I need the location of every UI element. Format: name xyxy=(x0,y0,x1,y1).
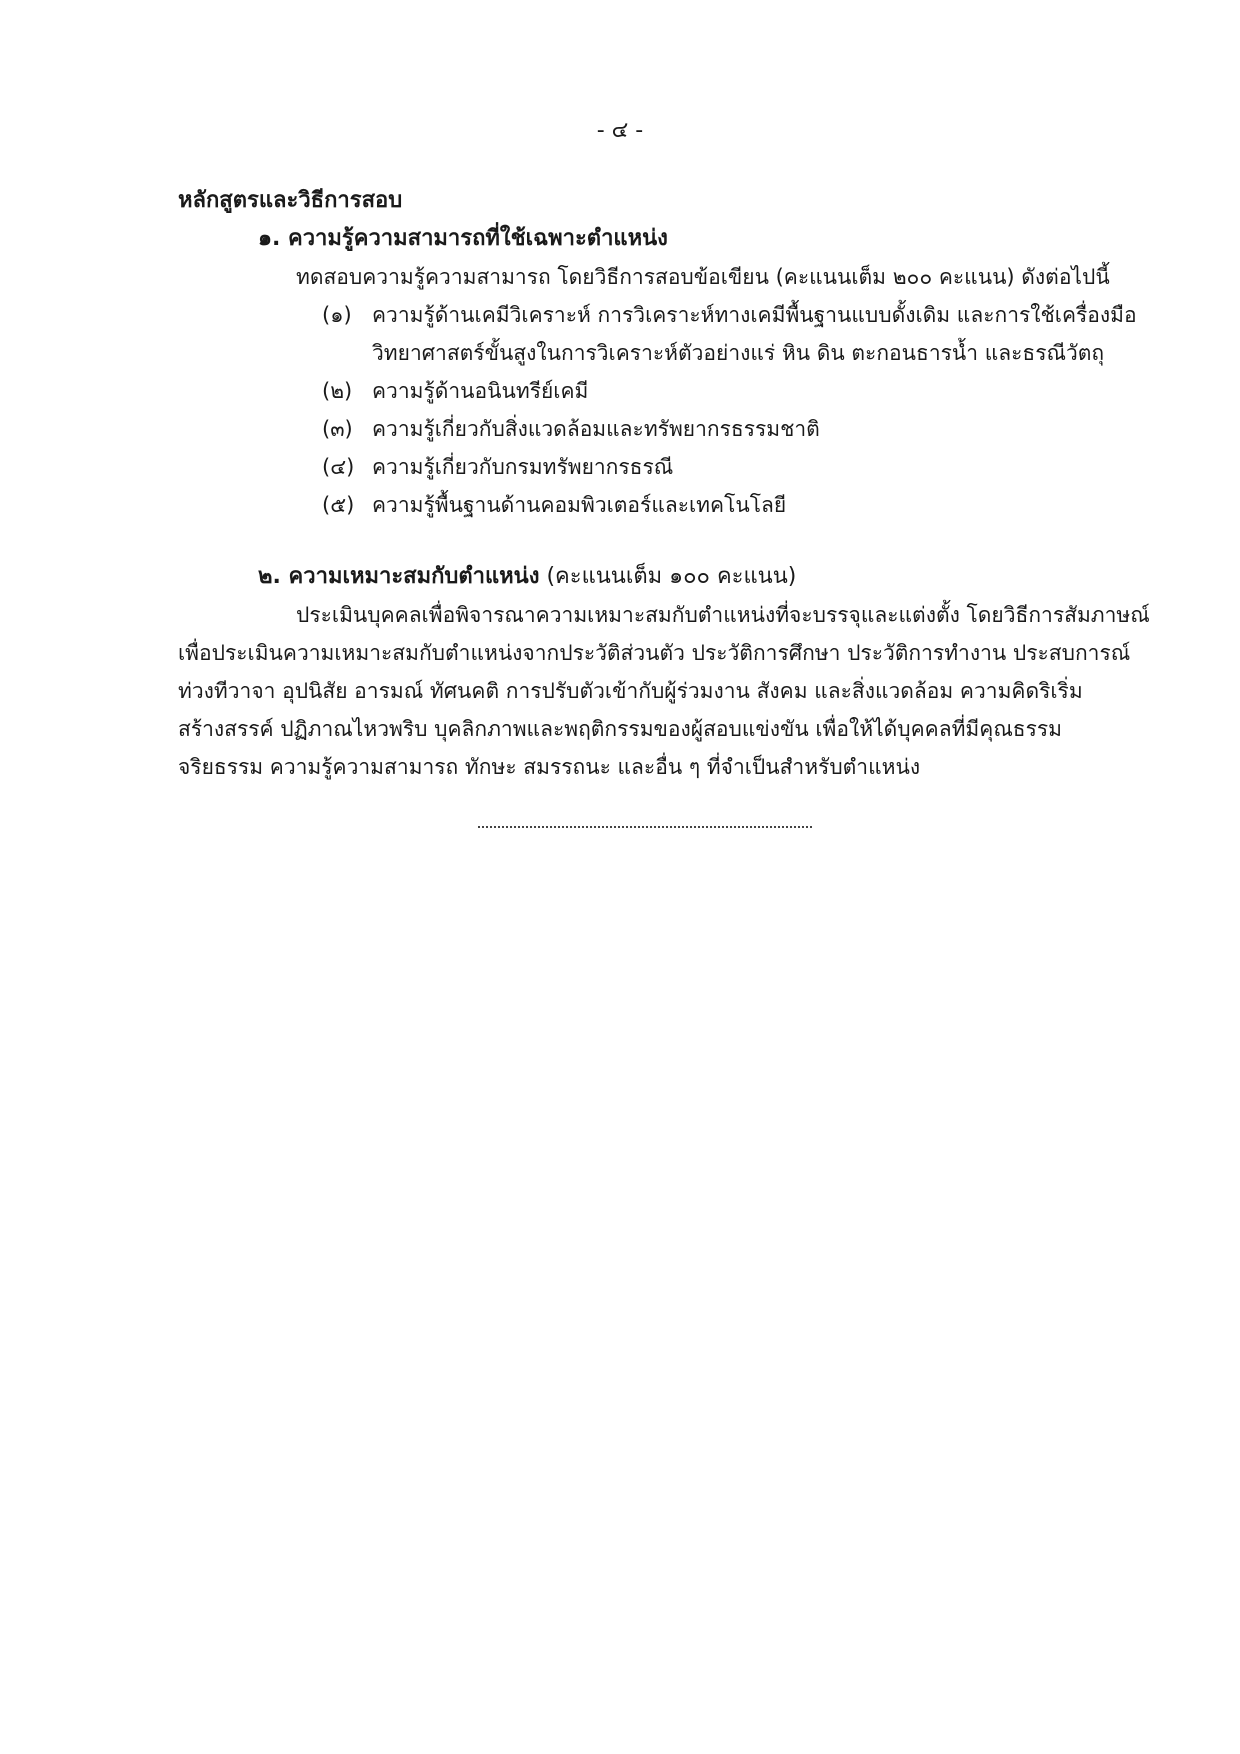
list-item-text-continued: วิทยาศาสตร์ขั้นสูงในการวิเคราะห์ตัวอย่างแร่ หิน ดิน ตะกอนธารน้ำ และธรณีวัตถุ xyxy=(372,341,1105,365)
section1-heading: ๑. ความรู้ความสามารถที่ใช้เฉพาะตำแหน่ง xyxy=(258,226,668,251)
section1-intro: ทดสอบความรู้ความสามารถ โดยวิธีการสอบข้อเขียน (คะแนนเต็ม ๒๐๐ คะแนน) ดังต่อไปนี้ xyxy=(296,265,1110,289)
list-item-text: ความรู้ด้านอนินทรีย์เคมี xyxy=(372,379,589,403)
list-item-text: ความรู้ด้านเคมีวิเคราะห์ การวิเคราะห์ทางเคมีพื้นฐานแบบดั้งเดิม และการใช้เครื่องมือ xyxy=(372,303,1137,327)
page-number: - ๔ - xyxy=(596,118,644,143)
list-item-number: (๔) xyxy=(322,455,355,479)
paragraph-line: ประเมินบุคคลเพื่อพิจารณาความเหมาะสมกับตำแหน่งที่จะบรรจุและแต่งตั้ง โดยวิธีการสัมภาษณ์ xyxy=(296,603,1150,627)
end-of-content-dotted-line xyxy=(478,826,812,828)
paragraph-line: จริยธรรม ความรู้ความสามารถ ทักษะ สมรรถนะ และอื่น ๆ ที่จำเป็นสำหรับตำแหน่ง xyxy=(178,755,921,779)
list-item-text: ความรู้เกี่ยวกับกรมทรัพยากรธรณี xyxy=(372,455,674,479)
paragraph-line: เพื่อประเมินความเหมาะสมกับตำแหน่งจากประวัติส่วนตัว ประวัติการศึกษา ประวัติการทำงาน ประสบการณ์ xyxy=(178,641,1131,665)
list-item-number: (๕) xyxy=(322,493,355,517)
list-item-text: ความรู้พื้นฐานด้านคอมพิวเตอร์และเทคโนโลยี xyxy=(372,493,787,517)
section2-heading xyxy=(258,562,796,592)
paragraph-line: สร้างสรรค์ ปฏิภาณไหวพริบ บุคลิกภาพและพฤติกรรมของผู้สอบแข่งขัน เพื่อให้ได้บุคคลที่มีคุณธรรม xyxy=(178,717,1063,741)
list-item-text: ความรู้เกี่ยวกับสิ่งแวดล้อมและทรัพยากรธรรมชาติ xyxy=(372,417,820,441)
paragraph-line: ท่วงทีวาจา อุปนิสัย อารมณ์ ทัศนคติ การปรับตัวเข้ากับผู้ร่วมงาน สังคม และสิ่งแวดล้อม ความคิดริเริ่ม xyxy=(178,679,1083,703)
section2-heading-score: (คะแนนเต็ม ๑๐๐ คะแนน) xyxy=(539,564,797,589)
list-item-number: (๑) xyxy=(322,303,352,327)
section2-heading-title: ๒. ความเหมาะสมกับตำแหน่ง xyxy=(258,564,540,589)
list-item-number: (๒) xyxy=(322,379,353,403)
list-item-number: (๓) xyxy=(322,417,353,441)
document-title: หลักสูตรและวิธีการสอบ xyxy=(178,188,403,213)
